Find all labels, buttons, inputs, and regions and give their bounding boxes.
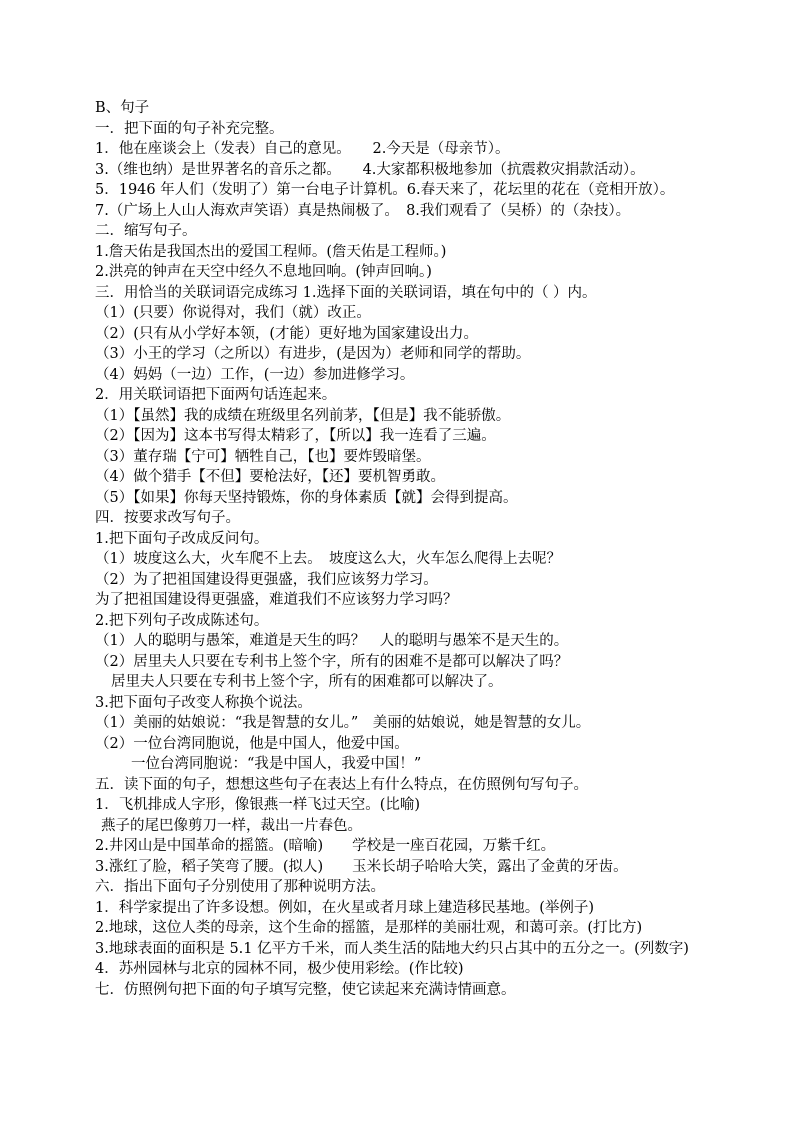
text-line: 2.地球，这位人类的母亲，这个生命的摇篮，是那样的美丽壮观，和蔼可亲。(打比方) bbox=[95, 920, 643, 936]
text-line: （2）【因为】这本书写得太精彩了，【所以】我一连看了三遍。 bbox=[95, 428, 496, 444]
text-line: 2．用关联词语把下面两句话连起来。 bbox=[95, 387, 337, 403]
text-line: 1．飞机排成人字形，像银燕一样飞过天空。(比喻) bbox=[95, 797, 421, 813]
text-line: （2）一位台湾同胞说，他是中国人，他爱中国。 bbox=[95, 735, 409, 752]
text-line: 一位台湾同胞说：“我是中国人，我爱中国！” bbox=[131, 756, 422, 772]
text-line: 2.洪亮的钟声在天空中经久不息地回响。(钟声回响。) bbox=[95, 264, 432, 280]
text-line: 居里夫人只要在专利书上签个字，所有的困难都可以解决了。 bbox=[111, 674, 503, 690]
part-five-heading: 五．读下面的句子，想想这些句子在表达上有什么特点，在仿照例句写句子。 bbox=[95, 776, 588, 793]
text-line: 3.地球表面的面积是 5.1 亿平方千米，而人类生活的陆地大约只占其中的五分之一。(列数字) bbox=[95, 940, 689, 957]
text-line: 3.把下面句子改变人称换个说法。 bbox=[95, 694, 312, 711]
text-line: 7.（广场上人山人海欢声笑语）真是热闹极了。 8.我们观看了（吴桥）的（杂技）。 bbox=[95, 202, 631, 219]
text-line: 为了把祖国建设得更强盛，难道我们不应该努力学习吗？ bbox=[95, 592, 458, 608]
text-line: （1）美丽的姑娘说：“我是智慧的女儿。” 美丽的姑娘说，她是智慧的女儿。 bbox=[95, 715, 591, 731]
part-four-heading: 四．按要求改写句子。 bbox=[95, 510, 240, 526]
text-line: （1）人的聪明与愚笨，难道是天生的吗？ 人的聪明与愚笨不是天生的。 bbox=[95, 633, 569, 649]
text-line: （1）【虽然】我的成绩在班级里名列前茅，【但是】我不能骄傲。 bbox=[95, 407, 511, 424]
text-line: 2.把下列句子改成陈述句。 bbox=[95, 612, 269, 629]
part-six-heading: 六．指出下面句子分别使用了那种说明方法。 bbox=[95, 879, 385, 895]
part-one-heading: 一．把下面的句子补充完整。 bbox=[95, 120, 284, 137]
text-line: （3）董存瑞【宁可】牺牲自己，【也】要炸毁暗堡。 bbox=[95, 448, 431, 465]
text-line: （4）做个猎手【不但】要枪法好，【还】要机智勇敢。 bbox=[95, 469, 445, 485]
text-line: 3.涨红了脸，稻子笑弯了腰。(拟人) 玉米长胡子哈哈大笑，露出了金黄的牙齿。 bbox=[95, 858, 628, 875]
text-line: （4）妈妈（一边）工作，(一边）参加进修学习。 bbox=[95, 366, 415, 383]
text-line: （3）小王的学习（之所以）有进步，(是因为）老师和同学的帮助。 bbox=[95, 346, 531, 362]
text-line: 燕子的尾巴像剪刀一样，裁出一片春色。 bbox=[101, 817, 362, 834]
text-line: 1．科学家提出了许多设想。例如，在火星或者月球上建造移民基地。(举例子) bbox=[95, 899, 595, 916]
text-line: （2）为了把祖国建设得更强盛，我们应该努力学习。 bbox=[95, 571, 438, 588]
text-line: 5．1946 年人们（发明了）第一台电子计算机。6.春天来了，花坛里的花在（竞相开放）。 bbox=[95, 182, 675, 198]
part-seven-heading: 七．仿照例句把下面的句子填写完整，使它读起来充满诗情画意。 bbox=[95, 981, 516, 998]
text-line: 1.詹天佑是我国杰出的爱国工程师。(詹天佑是工程师。) bbox=[95, 243, 447, 260]
part-three-heading: 三．用恰当的关联词语完成练习 1.选择下面的关联词语，填在句中的（ ）内。 bbox=[95, 284, 597, 301]
section-heading: B、句子 bbox=[95, 100, 150, 116]
text-line: （2）居里夫人只要在专利书上签个字，所有的困难不是都可以解决了吗？ bbox=[95, 653, 569, 670]
text-line: （1）(只要）你说得对，我们（就）改正。 bbox=[95, 305, 371, 321]
text-line: （5）【如果】你每天坚持锻炼，你的身体素质【就】会得到提高。 bbox=[95, 489, 518, 506]
document-body bbox=[95, 98, 735, 1000]
text-line: （2）(只有从小学好本领，(才能）更好地为国家建设出力。 bbox=[95, 325, 479, 342]
text-line: 3.（维也纳）是世界著名的音乐之都。 4.大家都积极地参加（抗震救灾捐款活动）。 bbox=[95, 161, 645, 178]
part-two-heading: 二．缩写句子。 bbox=[95, 223, 197, 239]
text-line: 1.把下面句子改成反问句。 bbox=[95, 530, 269, 547]
text-line: 1．他在座谈会上（发表）自己的意见。 2.今天是（母亲节）。 bbox=[95, 141, 510, 157]
text-line: 4．苏州园林与北京的园林不同，极少使用彩绘。(作比较) bbox=[95, 961, 464, 977]
text-line: （1）坡度这么大，火车爬不上去。 坡度这么大，火车怎么爬得上去呢？ bbox=[95, 551, 561, 567]
text-line: 2.井冈山是中国革命的摇篮。(暗喻) 学校是一座百花园，万紫千红。 bbox=[95, 838, 556, 854]
